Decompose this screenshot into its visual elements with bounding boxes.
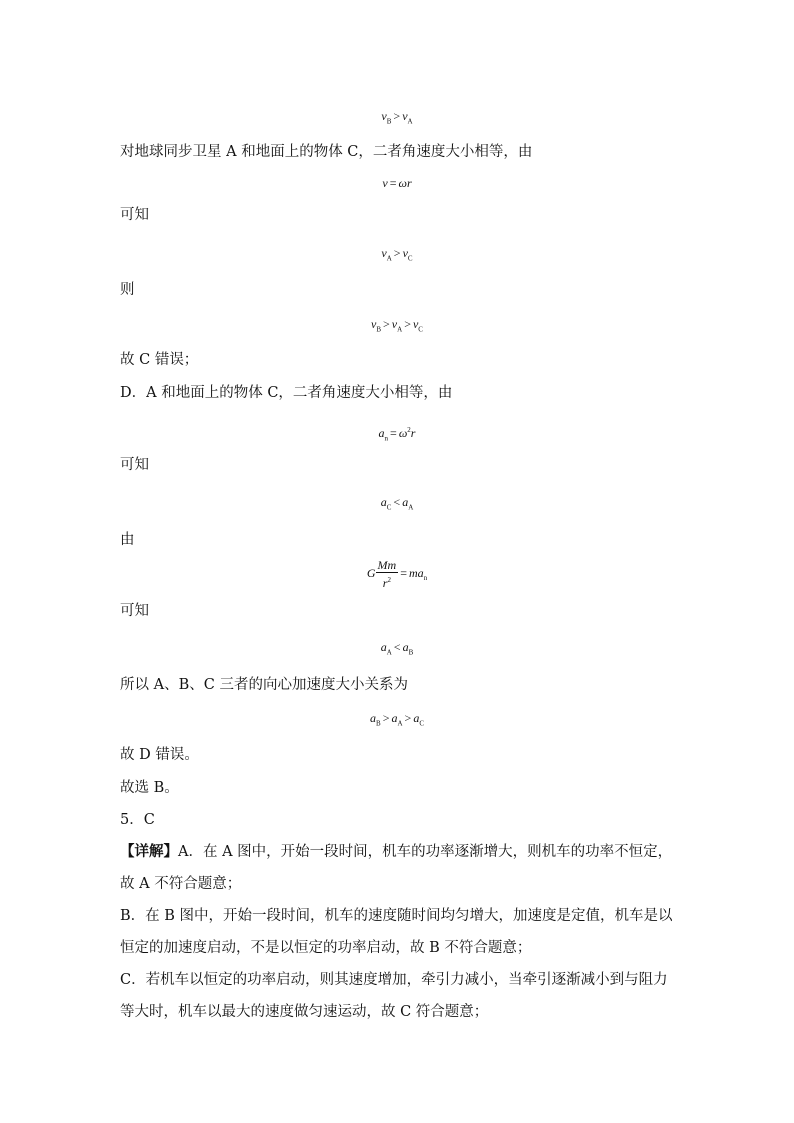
text-line: 可知 (120, 207, 149, 223)
text-line: D．A 和地面上的物体 C，二者角速度大小相等，由 (120, 385, 453, 401)
text-line: 由 (120, 532, 135, 548)
answer-number: 5．C (120, 812, 155, 828)
text-line: 所以 A、B、C 三者的向心加速度大小关系为 (120, 677, 408, 693)
formula-aa-lt-ab: $a_A < a_B$ (380, 640, 414, 657)
explanation-paragraph-c: C．若机车以恒定的功率启动，则其速度增加，牵引力减小，当牵引逐渐减小到与阻力等大时，机车以最大的速度做匀速运动，故 C 符合题意； (120, 972, 668, 1020)
formula-ac-lt-aa: $a_C < a_A$ (380, 495, 414, 512)
text-line: 故 D 错误。 (120, 747, 199, 763)
explanation-paragraph-a: 【详解】A．在 A 图中，开始一段时间，机车的功率逐渐增大，则机车的功率不恒定，故 A 不符合题意； (120, 843, 673, 892)
text-line: 故 C 错误； (120, 352, 199, 368)
formula-vb-va-vc: $v_B > v_A > v_C$ (371, 317, 423, 334)
formula-vb-gt-va: $v_B > v_A$ (381, 109, 413, 126)
text-line: 故选 B。 (120, 780, 179, 796)
text-line: 可知 (120, 457, 149, 473)
formula-v-omega-r: v = ωr (382, 176, 412, 190)
formula-gravitation: G $\frac{Mm}{r^2}$ = $ma_n$ (366, 558, 428, 590)
formula-ab-aa-ac: $a_B > a_A > a_C$ (370, 711, 424, 728)
explanation-paragraph-b: B．在 B 图中，开始一段时间，机车的速度随时间均匀增大，加速度是定值，机车是以恒定的加速度启动，不是以恒定的功率启动，故 B 不符合题意； (120, 908, 673, 956)
text-line: 对地球同步卫星 A 和地面上的物体 C，二者角速度大小相等，由 (120, 144, 533, 160)
formula-va-gt-vc: $v_A > v_C$ (381, 246, 413, 263)
text-line: 则 (120, 282, 135, 298)
text-line: 可知 (120, 603, 149, 619)
formula-an-omega2-r: $a_n = \omega^2r$ (378, 426, 416, 443)
detail-label: 【详解】 (120, 843, 178, 860)
